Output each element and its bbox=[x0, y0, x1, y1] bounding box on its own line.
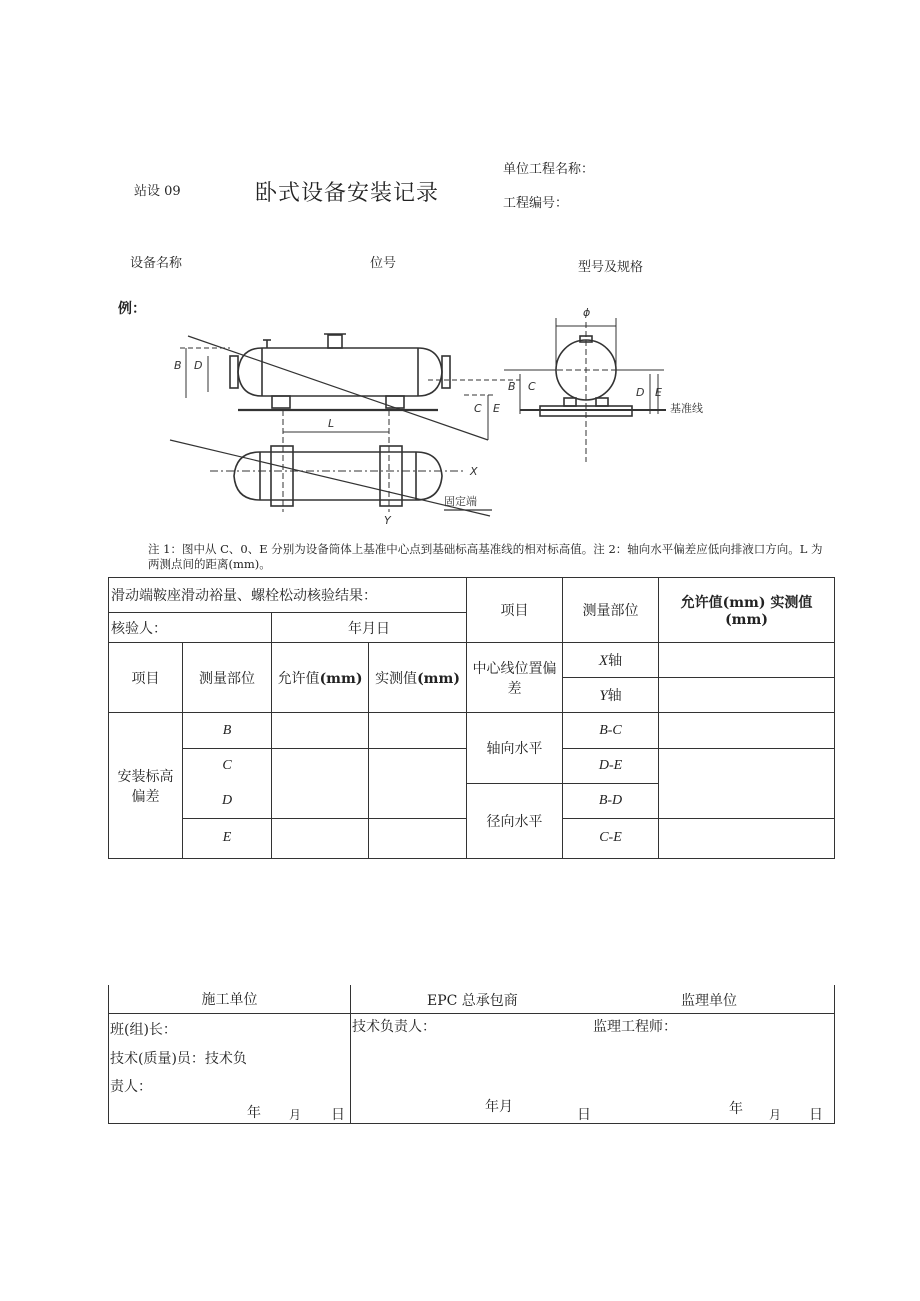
measurement-table bbox=[108, 577, 835, 859]
equipment-name-label: 设备名称 bbox=[130, 256, 183, 271]
CE-value[interactable] bbox=[659, 818, 835, 858]
dim-label-C: C bbox=[474, 402, 482, 415]
datum-line-label: 基准线 bbox=[670, 402, 703, 415]
project-no-label: 工程编号： bbox=[503, 196, 569, 211]
x-axis-value[interactable] bbox=[659, 643, 835, 678]
B-measured[interactable] bbox=[369, 713, 467, 748]
supervising-engineer-label: 监理工程师： bbox=[593, 1018, 677, 1035]
BD-label: B-D bbox=[563, 783, 659, 818]
fixed-end-label: 固定端 bbox=[444, 495, 477, 508]
tag-no-label: 位号 bbox=[370, 256, 397, 271]
checker-label: 核验人： bbox=[109, 613, 272, 643]
vessel-diagram bbox=[0, 0, 920, 540]
construction-month: 月 bbox=[289, 1107, 302, 1122]
epc-year-month: 年月 bbox=[485, 1098, 513, 1115]
epc-supervision-sign-cell[interactable] bbox=[351, 1013, 835, 1123]
example-label: 例： bbox=[118, 301, 146, 317]
model-spec-label: 型号及规格 bbox=[578, 260, 644, 275]
checker-date: 年月日 bbox=[272, 613, 467, 643]
diagram-note: 注 1：图中从 C、0、E 分别为设备筒体上基准中心点到基础标高基准线的相对标高值。注 2：轴向水平偏差应低向排液口方向。L 为两测点间的距离(mm)。 bbox=[148, 542, 823, 571]
construction-day: 日 bbox=[331, 1106, 345, 1123]
top-measure-part-header: 测量部位 bbox=[563, 578, 659, 643]
axial-level-label: 轴向水平 bbox=[467, 713, 563, 783]
measured-value-header: 实测值(mm) bbox=[369, 643, 467, 713]
point-D: D bbox=[183, 783, 272, 818]
E-measured[interactable] bbox=[369, 818, 467, 858]
unit-project-label: 单位工程名称： bbox=[503, 162, 595, 177]
allow-value-header: 允许值(mm) bbox=[272, 643, 369, 713]
responsible-label: 责人： bbox=[110, 1078, 152, 1095]
slide-check-label: 滑动端鞍座滑动裕量、螺栓松动核验结果： bbox=[109, 578, 467, 613]
axis-label-X: X bbox=[470, 465, 478, 478]
dim-label-D: D bbox=[194, 359, 203, 372]
page-title: 卧式设备安装记录 bbox=[255, 181, 440, 206]
point-C: C bbox=[183, 748, 272, 783]
end-dim-label-B: B bbox=[508, 380, 516, 393]
dim-label-E: E bbox=[493, 402, 500, 415]
end-dim-label-C: C bbox=[528, 380, 536, 393]
item-header: 项目 bbox=[109, 643, 183, 713]
top-item-header: 项目 bbox=[467, 578, 563, 643]
tech-responsible-label: 技术负责人： bbox=[352, 1018, 436, 1035]
allow-measured-header: 允许值(mm) 实测值(mm) bbox=[659, 578, 835, 643]
CD-measured[interactable] bbox=[369, 748, 467, 818]
B-allow[interactable] bbox=[272, 713, 369, 748]
supervision-header: 监理单位 bbox=[681, 993, 737, 1009]
dim-label-B: B bbox=[174, 359, 182, 372]
team-leader-label: 班(组)长： bbox=[110, 1021, 177, 1038]
y-axis-value[interactable] bbox=[659, 678, 835, 713]
epc-header: EPC 总承包商 bbox=[427, 993, 518, 1009]
end-dim-label-D: D bbox=[636, 386, 645, 399]
install-elev-dev-label: 安装标高偏差 bbox=[109, 713, 183, 859]
side-view-vessel bbox=[230, 334, 450, 410]
end-dim-label-E: E bbox=[655, 386, 662, 399]
axis-label-Y: Y bbox=[384, 514, 391, 527]
x-axis-label: X轴 bbox=[563, 643, 659, 678]
CE-label: C-E bbox=[563, 818, 659, 858]
construction-unit-header: 施工单位 bbox=[109, 985, 351, 1013]
E-allow[interactable] bbox=[272, 818, 369, 858]
signature-table bbox=[108, 985, 835, 1124]
tech-quality-label: 技术(质量)员：技术负 bbox=[110, 1050, 247, 1067]
center-line-dev-label: 中心线位置偏差 bbox=[467, 643, 563, 713]
epc-supervision-header bbox=[351, 985, 835, 1013]
BC-value[interactable] bbox=[659, 713, 835, 748]
dim-label-phi: ϕ bbox=[583, 306, 591, 319]
CD-allow[interactable] bbox=[272, 748, 369, 818]
radial-level-label: 径向水平 bbox=[467, 783, 563, 858]
supervision-month: 月 bbox=[769, 1107, 782, 1122]
dim-label-L: L bbox=[328, 417, 335, 430]
y-axis-label: Y轴 bbox=[563, 678, 659, 713]
point-B: B bbox=[183, 713, 272, 748]
BC-label: B-C bbox=[563, 713, 659, 748]
form-code: 站设 09 bbox=[134, 184, 181, 199]
supervision-day: 日 bbox=[809, 1106, 823, 1123]
epc-day: 日 bbox=[577, 1106, 591, 1123]
measure-part-header: 测量部位 bbox=[183, 643, 272, 713]
supervision-year: 年 bbox=[729, 1100, 743, 1117]
DE-BD-value[interactable] bbox=[659, 748, 835, 818]
point-E: E bbox=[183, 818, 272, 858]
construction-sign-cell[interactable] bbox=[109, 1013, 351, 1123]
construction-year: 年 bbox=[247, 1104, 261, 1121]
DE-label: D-E bbox=[563, 748, 659, 783]
